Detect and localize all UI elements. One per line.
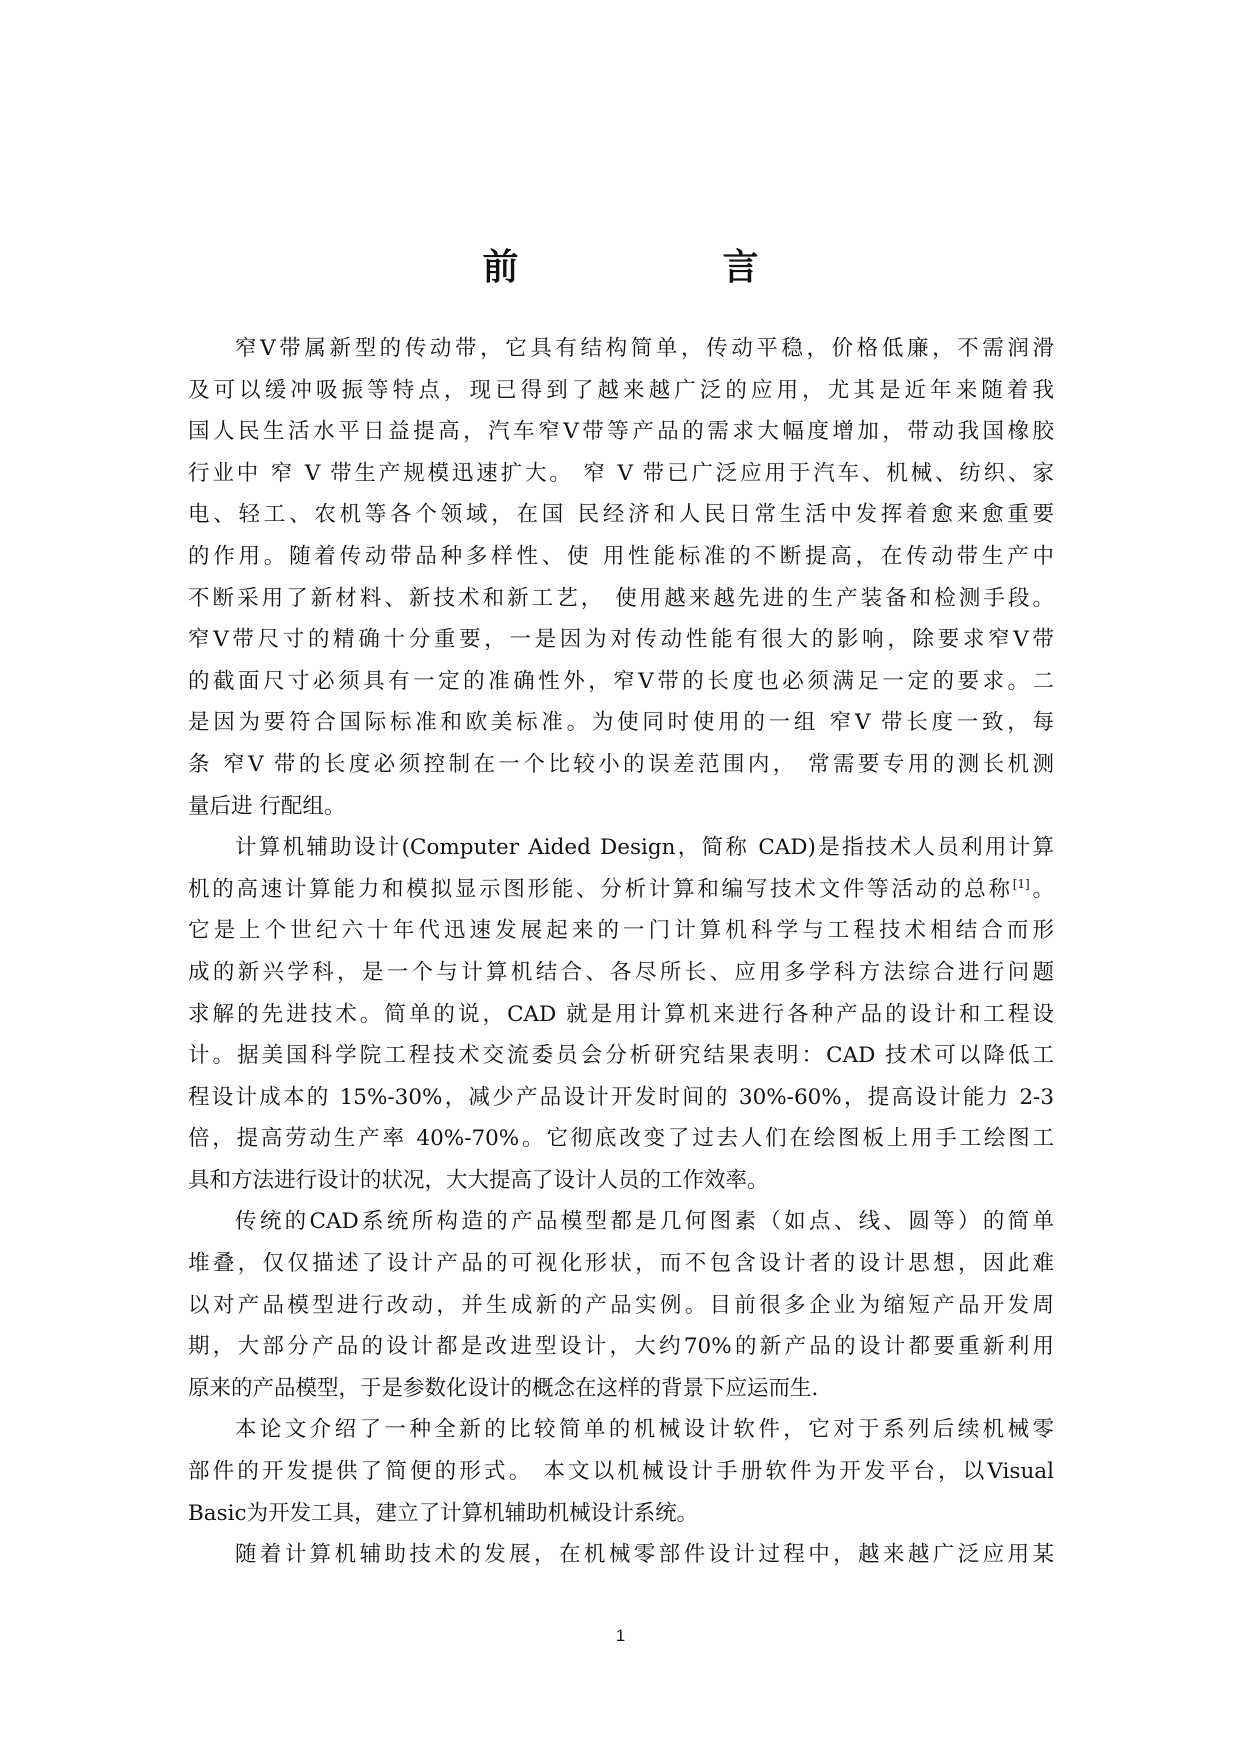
text-segment: 。 <box>1029 876 1054 902</box>
page-title: 前 言 <box>482 247 803 288</box>
text-line: 的截面尺寸必须具有一定的准确性外，窄V带的长度也必须满足一定的要求。二 <box>188 668 1054 694</box>
text-line: 不断采用了新材料、新技术和新工艺， 使用越来越先进的生产装备和检测手段。 <box>188 585 1054 611</box>
text-line: 计算机辅助设计(Computer Aided Design，简称 CAD)是指技术人员利用计算 <box>235 835 1054 861</box>
paragraph-cad-definition <box>188 827 1054 1201</box>
text-line: 程设计成本的 15%-30%，减少产品设计开发时间的 30%-60%，提高设计能力 2-3 <box>188 1084 1054 1110</box>
text-segment: 机的高速计算能力和模拟显示图形能、分析计算和编写技术文件等活动的总称 <box>188 876 1013 902</box>
text-line: 堆叠，仅仅描述了设计产品的可视化形状，而不包含设计者的设计思想，因此难 <box>188 1251 1054 1277</box>
text-line-with-citation <box>188 869 1054 911</box>
text-line: 窄V带属新型的传动带，它具有结构简单，传动平稳，价格低廉，不需润滑 <box>235 336 1054 361</box>
text-line: 期，大部分产品的设计都是改进型设计，大约70%的新产品的设计都要重新利用 <box>188 1334 1054 1360</box>
text-line: 行业中 窄 V 带生产规模迅速扩大。 窄 V 带已广泛应用于汽车、机械、纺织、家 <box>188 460 1054 486</box>
paragraph-narrow-v-belt <box>188 328 1054 827</box>
text-line: 及可以缓冲吸振等特点，现已得到了越来越广泛的应用，尤其是近年来随着我 <box>188 377 1054 403</box>
text-line: Basic为开发工具，建立了计算机辅助机械设计系统。 <box>188 1500 699 1526</box>
text-line: 国人民生活水平日益提高，汽车窄V带等产品的需求大幅度增加，带动我国橡胶 <box>188 419 1054 445</box>
text-line: 量后进 行配组。 <box>188 793 346 819</box>
body-text <box>188 328 1054 1576</box>
text-line: 原来的产品模型，于是参数化设计的概念在这样的背景下应运而生. <box>188 1375 819 1401</box>
paragraph-thesis-intro <box>188 1409 1054 1534</box>
text-line: 倍，提高劳动生产率 40%-70%。它彻底改变了过去人们在绘图板上用手工绘图工 <box>188 1126 1054 1152</box>
text-line: 部件的开发提供了简便的形式。 本文以机械设计手册软件为开发平台，以Visual <box>188 1459 1054 1485</box>
paragraph-traditional-cad <box>188 1201 1054 1409</box>
text-line: 计。据美国科学院工程技术交流委员会分析研究结果表明：CAD 技术可以降低工 <box>188 1043 1054 1069</box>
text-line: 具和方法进行设计的状况，大大提高了设计人员的工作效率。 <box>188 1167 769 1193</box>
text-line: 电、轻工、农机等各个领域，在国 民经济和人民日常生活中发挥着愈来愈重要 <box>188 502 1054 528</box>
text-line: 成的新兴学科，是一个与计算机结合、各尽所长、应用多学科方法综合进行问题 <box>188 959 1054 985</box>
citation-ref: [1] <box>1012 876 1030 891</box>
text-line: 随着计算机辅助技术的发展，在机械零部件设计过程中，越来越广泛应用某 <box>235 1542 1054 1568</box>
text-line: 的作用。随着传动带品种多样性、使 用性能标准的不断提高，在传动带生产中 <box>188 543 1054 569</box>
text-line: 它是上个世纪六十年代迅速发展起来的一门计算机科学与工程技术相结合而形 <box>188 918 1054 944</box>
text-line: 传统的CAD系统所构造的产品模型都是几何图素（如点、线、圆等）的简单 <box>235 1209 1054 1235</box>
text-line: 窄V带尺寸的精确十分重要，一是因为对传动性能有很大的影响，除要求窄V带 <box>188 627 1054 653</box>
text-line: 是因为要符合国际标准和欧美标准。为使同时使用的一组 窄V 带长度一致，每 <box>188 710 1054 736</box>
text-line: 以对产品模型进行改动，并生成新的产品实例。目前很多企业为缩短产品开发周 <box>188 1292 1054 1318</box>
text-line: 本论文介绍了一种全新的比较简单的机械设计软件，它对于系列后续机械零 <box>235 1417 1054 1443</box>
text-line: 条 窄V 带的长度必须控制在一个比较小的误差范围内， 常需要专用的测长机测 <box>188 751 1054 777</box>
page-number: 1 <box>615 1626 626 1645</box>
text-line: 求解的先进技术。简单的说，CAD 就是用计算机来进行各种产品的设计和工程设 <box>188 1001 1054 1027</box>
paragraph-continuation <box>188 1534 1054 1576</box>
